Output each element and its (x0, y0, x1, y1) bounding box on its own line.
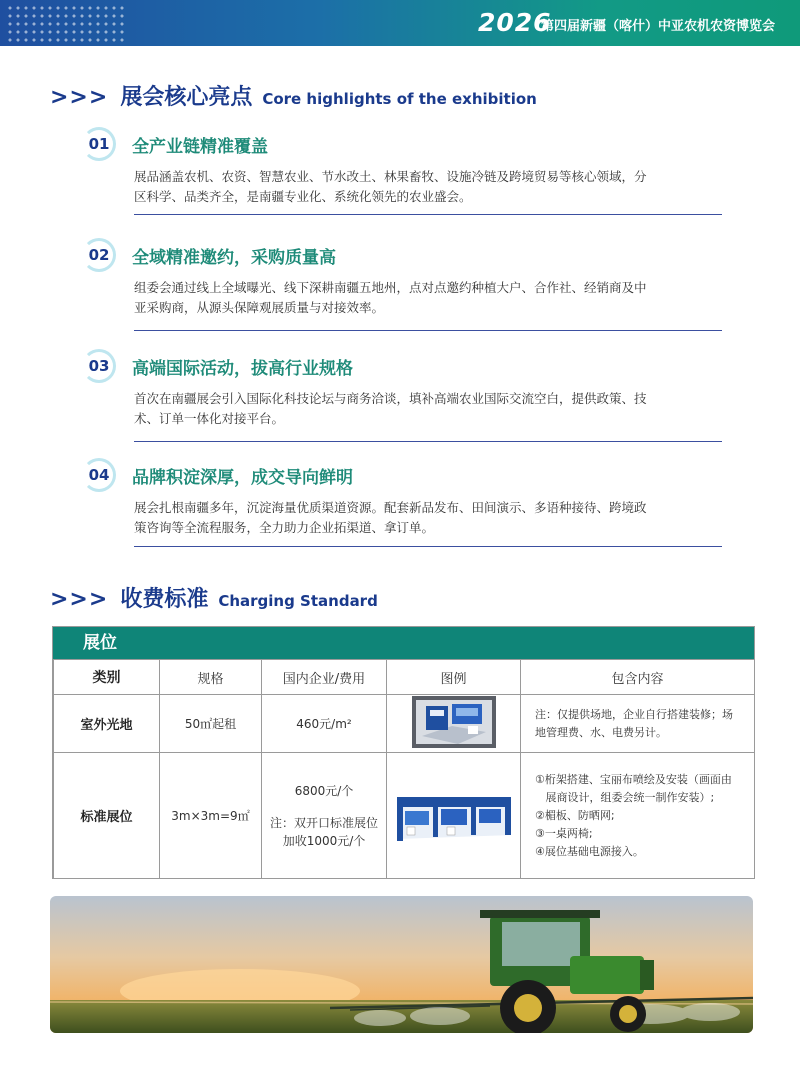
row-spec: 3m×3m=9㎡ (160, 753, 262, 879)
table-title: 展位 (53, 627, 754, 659)
item-description: 展品涵盖农机、农资、智慧农业、节水改土、林果畜牧、设施冷链及跨境贸易等核心领域，分 区科学、品类齐全，是南疆专业化、系统化领先的农业盛会。 (134, 169, 647, 204)
highlight-item (82, 127, 722, 222)
row-price-note: 注：双开口标准展位 (269, 815, 378, 830)
col-header: 包含内容 (521, 660, 755, 695)
row-category: 室外光地 (54, 695, 160, 753)
standard-booth-image (393, 783, 515, 845)
event-year: 2026 (478, 8, 552, 37)
col-header: 规格 (160, 660, 262, 695)
item-number: 01 (82, 127, 116, 161)
item-number: 02 (82, 238, 116, 272)
highlight-item (82, 458, 722, 553)
row-price-cell (262, 753, 387, 879)
arrows-icon: >>> (50, 85, 109, 110)
section-heading-highlights (50, 80, 537, 111)
row-price: 460元/m² (262, 695, 387, 753)
pricing-grid (53, 659, 755, 879)
item-title: 全域精准邀约，采购质量高 (132, 248, 336, 268)
row-price-note: 加收1000元/个 (282, 833, 366, 848)
dot-pattern (6, 4, 126, 42)
section-title: 收费标准 (120, 587, 209, 612)
col-header: 类别 (54, 660, 160, 695)
divider (134, 441, 722, 442)
section-title-en: Charging Standard (218, 592, 378, 610)
row-image-cell (387, 695, 521, 753)
item-title: 品牌积淀深厚，成交导向鲜明 (132, 468, 353, 488)
row-content: ①桁架搭建、宝丽布喷绘及安装（画面由 展商设计，组委会统一制作安装）; ②楣板、防晒网; ③一桌两椅; ④展位基础电源接入。 (521, 753, 755, 879)
item-description: 展会扎根南疆多年，沉淀海量优质渠道资源。配套新品发布、田间演示、多语种接待、跨境政 策咨询等全流程服务，全力助力企业拓渠道、拿订单。 (134, 500, 647, 535)
arrows-icon: >>> (50, 587, 109, 612)
item-number: 03 (82, 349, 116, 383)
highlight-item (82, 238, 722, 333)
row-category: 标准展位 (54, 753, 160, 879)
table-row (54, 695, 755, 753)
item-number: 04 (82, 458, 116, 492)
header-banner (0, 0, 800, 46)
row-image-cell (387, 753, 521, 879)
highlight-item (82, 349, 722, 444)
divider (134, 214, 722, 215)
tractor-field-photo (50, 896, 753, 1033)
item-description: 首次在南疆展会引入国际化科技论坛与商务洽谈，填补高端农业国际交流空白，提供政策、技 术、订单一体化对接平台。 (134, 391, 647, 426)
col-header: 图例 (387, 660, 521, 695)
raw-space-booth-image (412, 696, 496, 748)
pricing-table (52, 626, 755, 879)
item-title: 高端国际活动，拔高行业规格 (132, 359, 353, 379)
table-header-row (54, 660, 755, 695)
divider (134, 330, 722, 331)
table-row (54, 753, 755, 879)
section-title: 展会核心亮点 (120, 85, 253, 110)
divider (134, 546, 722, 547)
item-title: 全产业链精准覆盖 (132, 137, 268, 157)
section-title-en: Core highlights of the exhibition (262, 90, 537, 108)
event-name: 第四届新疆（喀什）中亚农机农资博览会 (541, 19, 776, 34)
col-header: 国内企业/费用 (262, 660, 387, 695)
row-spec: 50㎡起租 (160, 695, 262, 753)
row-content: 注：仅提供场地，企业自行搭建装修；场 地管理费、水、电费另计。 (521, 695, 755, 753)
row-price: 6800元/个 (294, 783, 354, 798)
section-heading-charging (50, 582, 378, 613)
tractor-image (50, 896, 753, 1033)
item-description: 组委会通过线上全域曝光、线下深耕南疆五地州，点对点邀约种植大户、合作社、经销商及中 亚采购商，从源头保障观展质量与对接效率。 (134, 280, 647, 315)
